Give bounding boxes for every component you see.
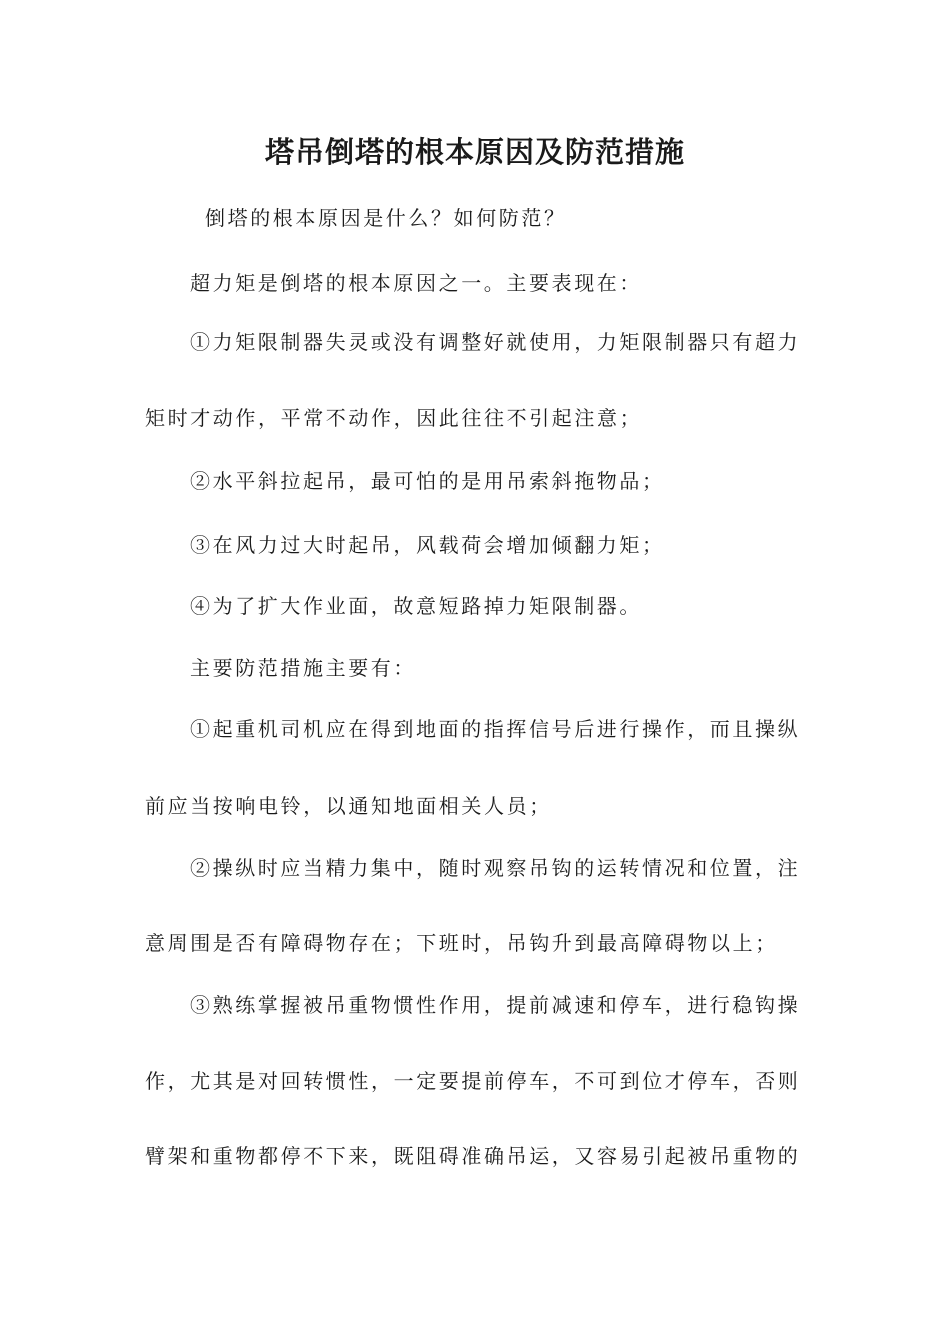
paragraph-line: ③熟练掌握被吊重物惯性作用，提前减速和停车，进行稳钩操 [190, 993, 801, 1017]
paragraph-line: 矩时才动作，平常不动作，因此往往不引起注意； [145, 406, 643, 430]
paragraph-line: 意周围是否有障碍物存在；下班时，吊钩升到最高障碍物以上； [145, 931, 778, 955]
paragraph-line: 前应当按响电铃，以通知地面相关人员； [145, 794, 552, 818]
paragraph-line: ②水平斜拉起吊，最可怕的是用吊索斜拖物品； [190, 469, 665, 493]
paragraph-line: ③在风力过大时起吊，风载荷会增加倾翻力矩； [190, 533, 665, 557]
paragraph-line: ④为了扩大作业面，故意短路掉力矩限制器。 [190, 594, 642, 618]
paragraph-line: ②操纵时应当精力集中，随时观察吊钩的运转情况和位置，注 [190, 856, 801, 880]
paragraph-line: 作，尤其是对回转惯性，一定要提前停车，不可到位才停车，否则 [145, 1069, 801, 1093]
question-line: 倒塔的根本原因是什么？如何防范？ [205, 206, 567, 230]
document-title: 塔吊倒塔的根本原因及防范措施 [264, 135, 685, 169]
paragraph-line: ①起重机司机应在得到地面的指挥信号后进行操作，而且操纵 [190, 717, 801, 741]
paragraph-line: 主要防范措施主要有： [190, 656, 416, 680]
paragraph-line: 超力矩是倒塔的根本原因之一。主要表现在： [190, 271, 642, 295]
paragraph-line: 臂架和重物都停不下来，既阻碍准确吊运，又容易引起被吊重物的 [145, 1144, 801, 1168]
paragraph-line: ①力矩限制器失灵或没有调整好就使用，力矩限制器只有超力 [190, 330, 801, 354]
